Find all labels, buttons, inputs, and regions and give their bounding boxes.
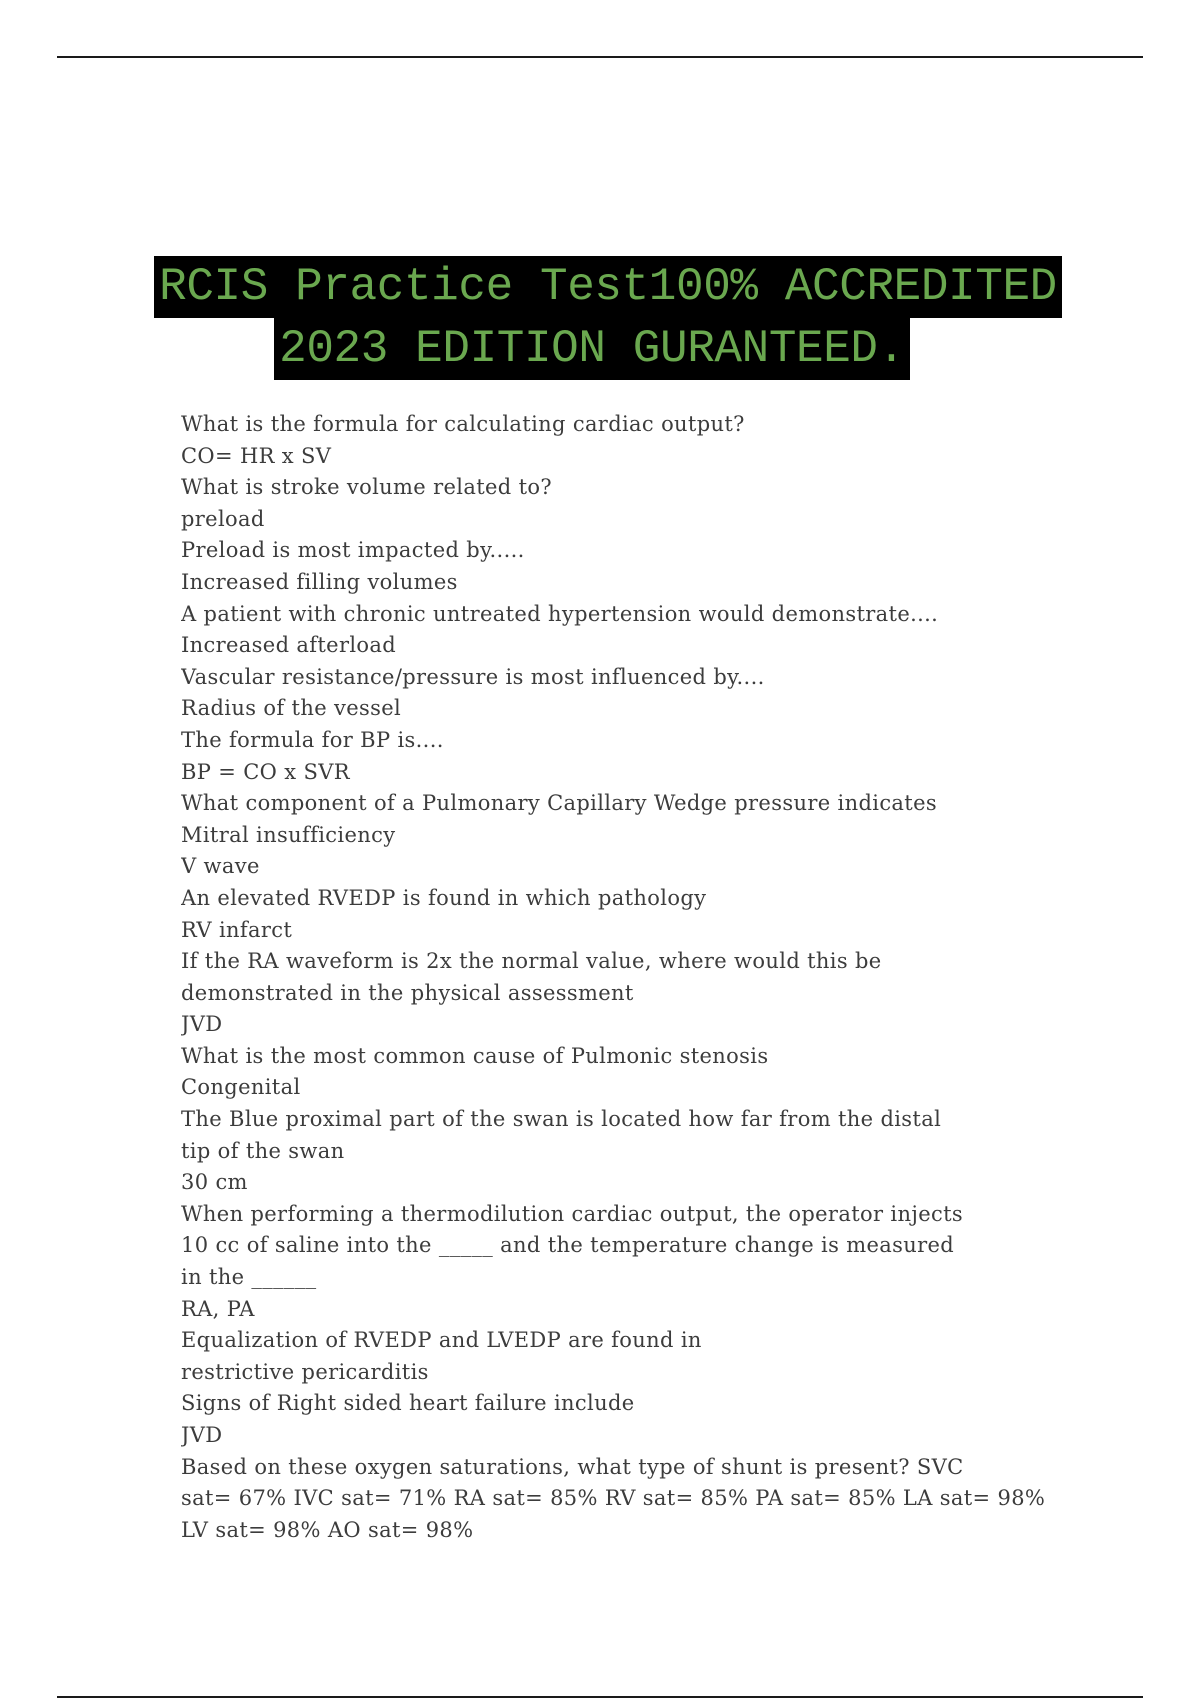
question-line: What is the formula for calculating cardiac output?	[181, 412, 745, 436]
question-line: Signs of Right sided heart failure include	[181, 1391, 635, 1416]
answer-line: CO= HR x SV	[181, 443, 332, 468]
title-line-2: 2023 EDITION GURANTEED.	[274, 318, 910, 380]
answer-line: V wave	[181, 854, 260, 879]
footer-rule	[57, 1696, 1143, 1698]
answer-line: RV infarct	[181, 917, 293, 942]
answer-line: Radius of the vessel	[181, 696, 402, 721]
question-line: Preload is most impacted by.....	[181, 538, 525, 563]
question-line: 10 cc of saline into the _____ and the temperature change is measured	[181, 1233, 955, 1258]
question-line: demonstrated in the physical assessment	[181, 980, 634, 1005]
answer-line: restrictive pericarditis	[181, 1359, 429, 1384]
question-line: Based on these oxygen saturations, what type of shunt is present? SVC	[181, 1454, 964, 1479]
document-body	[181, 409, 1061, 1546]
question-line: What is the most common cause of Pulmonic stenosis	[181, 1043, 769, 1068]
answer-line: JVD	[181, 1012, 223, 1037]
question-line: sat= 67% IVC sat= 71% RA sat= 85% RV sat= 85% PA sat= 85% LA sat= 98%	[181, 1486, 1046, 1511]
answer-line: RA, PA	[181, 1296, 255, 1321]
answer-line: JVD	[181, 1423, 223, 1447]
question-line: What is stroke volume related to?	[181, 475, 552, 500]
title-line-1: RCIS Practice Test100% ACCREDITED	[154, 256, 1062, 318]
question-line: The formula for BP is....	[181, 727, 444, 752]
header-rule	[57, 56, 1143, 58]
question-line: The Blue proximal part of the swan is located how far from the distal	[181, 1107, 942, 1132]
answer-line: Increased afterload	[181, 633, 397, 658]
question-line: LV sat= 98% AO sat= 98%	[181, 1517, 474, 1542]
document-title	[0, 256, 1200, 380]
question-line: A patient with chronic untreated hypertension would demonstrate....	[181, 601, 939, 626]
question-line: in the ______	[181, 1265, 317, 1290]
answer-line: BP = CO x SVR	[181, 759, 350, 784]
question-line: If the RA waveform is 2x the normal value, where would this be	[181, 949, 882, 974]
answer-line: 30 cm	[181, 1170, 248, 1195]
question-line: When performing a thermodilution cardiac output, the operator injects	[181, 1201, 963, 1226]
question-line: Equalization of RVEDP and LVEDP are found in	[181, 1328, 702, 1353]
question-line: tip of the swan	[181, 1138, 345, 1163]
question-line: Mitral insufficiency	[181, 822, 396, 847]
answer-line: preload	[181, 506, 265, 531]
answer-line: Congenital	[181, 1075, 301, 1100]
answer-line: Increased filling volumes	[181, 569, 458, 594]
question-line: What component of a Pulmonary Capillary Wedge pressure indicates	[181, 791, 937, 816]
question-line: An elevated RVEDP is found in which pathology	[181, 885, 707, 910]
question-line: Vascular resistance/pressure is most influenced by....	[181, 664, 765, 689]
